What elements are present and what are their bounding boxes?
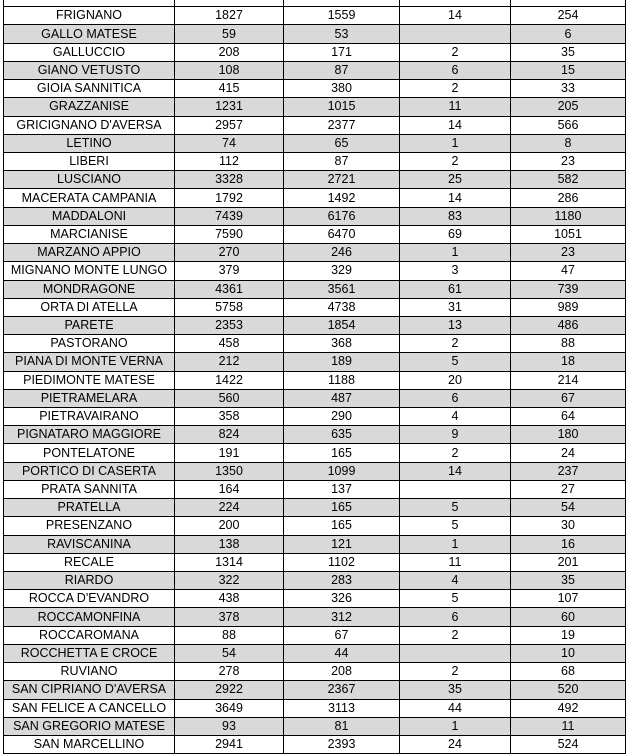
table-row bbox=[4, 80, 626, 98]
col1-cell: 378 bbox=[175, 608, 284, 626]
table-row bbox=[4, 244, 626, 262]
col4-cell: 180 bbox=[511, 426, 626, 444]
col2-cell: 3561 bbox=[284, 280, 400, 298]
table-row-partial bbox=[4, 0, 626, 7]
col2-cell: 6176 bbox=[284, 207, 400, 225]
col2-cell: 1099 bbox=[284, 462, 400, 480]
col3-cell: 2 bbox=[400, 80, 511, 98]
col4-cell: 35 bbox=[511, 43, 626, 61]
col1-cell: 1422 bbox=[175, 371, 284, 389]
comune-cell: PIGNATARO MAGGIORE bbox=[4, 426, 175, 444]
comune-cell: RIARDO bbox=[4, 572, 175, 590]
col2-cell: 208 bbox=[284, 663, 400, 681]
col1-cell: 2941 bbox=[175, 735, 284, 753]
col4-cell: 19 bbox=[511, 626, 626, 644]
col4-cell: 64 bbox=[511, 408, 626, 426]
table-row bbox=[4, 663, 626, 681]
col4-cell: 566 bbox=[511, 116, 626, 134]
col4-cell: 205 bbox=[511, 98, 626, 116]
col1-cell: 2353 bbox=[175, 316, 284, 334]
table-row bbox=[4, 298, 626, 316]
col4-cell: 8 bbox=[511, 134, 626, 152]
table-row bbox=[4, 116, 626, 134]
comune-cell: LIBERI bbox=[4, 152, 175, 170]
col3-cell: 11 bbox=[400, 553, 511, 571]
comune-cell: PIETRAMELARA bbox=[4, 389, 175, 407]
comune-cell: ROCCA D'EVANDRO bbox=[4, 590, 175, 608]
col4-cell: 286 bbox=[511, 189, 626, 207]
col1-cell: 54 bbox=[175, 644, 284, 662]
col2-cell: 6470 bbox=[284, 225, 400, 243]
col3-cell: 6 bbox=[400, 389, 511, 407]
table-row bbox=[4, 608, 626, 626]
col2-cell: 380 bbox=[284, 80, 400, 98]
comune-cell: PIETRAVAIRANO bbox=[4, 408, 175, 426]
col2-cell: 1188 bbox=[284, 371, 400, 389]
col4-cell: 486 bbox=[511, 316, 626, 334]
col1-cell: 212 bbox=[175, 353, 284, 371]
comune-cell: ROCCHETTA E CROCE bbox=[4, 644, 175, 662]
col1-cell: 2922 bbox=[175, 681, 284, 699]
col2-cell: 165 bbox=[284, 444, 400, 462]
col4-cell: 1180 bbox=[511, 207, 626, 225]
comune-cell: PARETE bbox=[4, 316, 175, 334]
col3-cell: 20 bbox=[400, 371, 511, 389]
col2-cell: 165 bbox=[284, 499, 400, 517]
table-row bbox=[4, 535, 626, 553]
col4-cell: 33 bbox=[511, 80, 626, 98]
comune-cell: PORTICO DI CASERTA bbox=[4, 462, 175, 480]
col3-cell: 1 bbox=[400, 244, 511, 262]
comune-cell: MACERATA CAMPANIA bbox=[4, 189, 175, 207]
col3-cell: 1 bbox=[400, 717, 511, 735]
col3-cell: 5 bbox=[400, 590, 511, 608]
col3-cell: 44 bbox=[400, 699, 511, 717]
col4-cell bbox=[511, 0, 626, 7]
comune-cell: RECALE bbox=[4, 553, 175, 571]
col2-cell: 67 bbox=[284, 626, 400, 644]
col4-cell: 524 bbox=[511, 735, 626, 753]
comune-cell: GALLO MATESE bbox=[4, 25, 175, 43]
col1-cell: 138 bbox=[175, 535, 284, 553]
col3-cell: 1 bbox=[400, 134, 511, 152]
col1-cell: 415 bbox=[175, 80, 284, 98]
col3-cell: 14 bbox=[400, 116, 511, 134]
col1-cell: 1231 bbox=[175, 98, 284, 116]
comune-cell: PRATA SANNITA bbox=[4, 480, 175, 498]
col3-cell: 5 bbox=[400, 499, 511, 517]
col4-cell: 67 bbox=[511, 389, 626, 407]
col3-cell: 24 bbox=[400, 735, 511, 753]
col4-cell: 237 bbox=[511, 462, 626, 480]
col3-cell: 4 bbox=[400, 408, 511, 426]
col1-cell: 322 bbox=[175, 572, 284, 590]
table-wrapper bbox=[3, 0, 626, 754]
table-row bbox=[4, 572, 626, 590]
col4-cell: 989 bbox=[511, 298, 626, 316]
comune-cell: FRIGNANO bbox=[4, 7, 175, 25]
table-row bbox=[4, 480, 626, 498]
table-row bbox=[4, 444, 626, 462]
col3-cell: 61 bbox=[400, 280, 511, 298]
col4-cell: 11 bbox=[511, 717, 626, 735]
col2-cell: 137 bbox=[284, 480, 400, 498]
col4-cell: 23 bbox=[511, 152, 626, 170]
col3-cell: 5 bbox=[400, 517, 511, 535]
col4-cell: 739 bbox=[511, 280, 626, 298]
col4-cell: 214 bbox=[511, 371, 626, 389]
col2-cell: 2367 bbox=[284, 681, 400, 699]
col4-cell: 520 bbox=[511, 681, 626, 699]
col2-cell: 4738 bbox=[284, 298, 400, 316]
comune-cell: LUSCIANO bbox=[4, 171, 175, 189]
col3-cell bbox=[400, 25, 511, 43]
col3-cell: 9 bbox=[400, 426, 511, 444]
col3-cell: 1 bbox=[400, 535, 511, 553]
col4-cell: 6 bbox=[511, 25, 626, 43]
col4-cell: 47 bbox=[511, 262, 626, 280]
col2-cell: 246 bbox=[284, 244, 400, 262]
table-row bbox=[4, 517, 626, 535]
col4-cell: 35 bbox=[511, 572, 626, 590]
col2-cell: 312 bbox=[284, 608, 400, 626]
table-row bbox=[4, 152, 626, 170]
comune-cell: MADDALONI bbox=[4, 207, 175, 225]
col4-cell: 15 bbox=[511, 61, 626, 79]
comune-cell: SAN GREGORIO MATESE bbox=[4, 717, 175, 735]
comune-cell: MARCIANISE bbox=[4, 225, 175, 243]
table-row bbox=[4, 590, 626, 608]
col1-cell: 438 bbox=[175, 590, 284, 608]
comune-cell: SAN CIPRIANO D'AVERSA bbox=[4, 681, 175, 699]
col2-cell: 326 bbox=[284, 590, 400, 608]
table-row bbox=[4, 61, 626, 79]
col1-cell: 5758 bbox=[175, 298, 284, 316]
table-row bbox=[4, 699, 626, 717]
col3-cell: 6 bbox=[400, 61, 511, 79]
col4-cell: 60 bbox=[511, 608, 626, 626]
col2-cell: 283 bbox=[284, 572, 400, 590]
col4-cell: 54 bbox=[511, 499, 626, 517]
col2-cell: 87 bbox=[284, 152, 400, 170]
comune-cell: MARZANO APPIO bbox=[4, 244, 175, 262]
col3-cell: 83 bbox=[400, 207, 511, 225]
col2-cell: 165 bbox=[284, 517, 400, 535]
col2-cell: 1102 bbox=[284, 553, 400, 571]
table-row bbox=[4, 280, 626, 298]
col2-cell: 329 bbox=[284, 262, 400, 280]
col4-cell: 27 bbox=[511, 480, 626, 498]
table-row bbox=[4, 553, 626, 571]
col3-cell bbox=[400, 644, 511, 662]
comune-cell: GIANO VETUSTO bbox=[4, 61, 175, 79]
col1-cell: 824 bbox=[175, 426, 284, 444]
col1-cell: 112 bbox=[175, 152, 284, 170]
col3-cell: 2 bbox=[400, 626, 511, 644]
col1-cell: 191 bbox=[175, 444, 284, 462]
col4-cell: 201 bbox=[511, 553, 626, 571]
table-body bbox=[4, 0, 626, 754]
col2-cell: 1854 bbox=[284, 316, 400, 334]
comune-cell: PONTELATONE bbox=[4, 444, 175, 462]
col2-cell: 487 bbox=[284, 389, 400, 407]
col4-cell: 582 bbox=[511, 171, 626, 189]
col1-cell: 379 bbox=[175, 262, 284, 280]
col3-cell: 2 bbox=[400, 444, 511, 462]
col2-cell: 2721 bbox=[284, 171, 400, 189]
table-row bbox=[4, 43, 626, 61]
col3-cell: 14 bbox=[400, 462, 511, 480]
table-row bbox=[4, 717, 626, 735]
table-row bbox=[4, 189, 626, 207]
comune-cell: LETINO bbox=[4, 134, 175, 152]
col2-cell: 53 bbox=[284, 25, 400, 43]
comune-cell: PIANA DI MONTE VERNA bbox=[4, 353, 175, 371]
col1-cell: 2957 bbox=[175, 116, 284, 134]
col1-cell: 88 bbox=[175, 626, 284, 644]
table-row bbox=[4, 316, 626, 334]
col1-cell: 164 bbox=[175, 480, 284, 498]
col2-cell: 1015 bbox=[284, 98, 400, 116]
col3-cell: 5 bbox=[400, 353, 511, 371]
comune-cell: MONDRAGONE bbox=[4, 280, 175, 298]
col4-cell: 492 bbox=[511, 699, 626, 717]
col4-cell: 10 bbox=[511, 644, 626, 662]
col4-cell: 254 bbox=[511, 7, 626, 25]
table-row bbox=[4, 25, 626, 43]
col2-cell: 2377 bbox=[284, 116, 400, 134]
col3-cell: 2 bbox=[400, 152, 511, 170]
col2-cell: 1492 bbox=[284, 189, 400, 207]
table-row bbox=[4, 207, 626, 225]
col1-cell: 3649 bbox=[175, 699, 284, 717]
comune-cell: SAN MARCELLINO bbox=[4, 735, 175, 753]
table-row bbox=[4, 134, 626, 152]
col2-cell bbox=[284, 0, 400, 7]
table-row bbox=[4, 98, 626, 116]
col4-cell: 23 bbox=[511, 244, 626, 262]
col1-cell bbox=[175, 0, 284, 7]
col3-cell: 11 bbox=[400, 98, 511, 116]
col4-cell: 30 bbox=[511, 517, 626, 535]
col1-cell: 59 bbox=[175, 25, 284, 43]
col2-cell: 368 bbox=[284, 335, 400, 353]
table-row bbox=[4, 389, 626, 407]
table-row bbox=[4, 262, 626, 280]
col3-cell: 4 bbox=[400, 572, 511, 590]
comune-cell: GRICIGNANO D'AVERSA bbox=[4, 116, 175, 134]
col1-cell: 358 bbox=[175, 408, 284, 426]
col1-cell: 108 bbox=[175, 61, 284, 79]
col4-cell: 16 bbox=[511, 535, 626, 553]
col3-cell: 35 bbox=[400, 681, 511, 699]
col3-cell: 2 bbox=[400, 43, 511, 61]
table-row bbox=[4, 644, 626, 662]
col2-cell: 87 bbox=[284, 61, 400, 79]
col3-cell bbox=[400, 0, 511, 7]
col1-cell: 1792 bbox=[175, 189, 284, 207]
table-row bbox=[4, 225, 626, 243]
col1-cell: 1314 bbox=[175, 553, 284, 571]
col2-cell: 81 bbox=[284, 717, 400, 735]
col1-cell: 7439 bbox=[175, 207, 284, 225]
col3-cell: 3 bbox=[400, 262, 511, 280]
col2-cell: 121 bbox=[284, 535, 400, 553]
comune-cell: ROCCAROMANA bbox=[4, 626, 175, 644]
col2-cell: 3113 bbox=[284, 699, 400, 717]
col3-cell bbox=[400, 480, 511, 498]
col4-cell: 18 bbox=[511, 353, 626, 371]
comune-cell: ROCCAMONFINA bbox=[4, 608, 175, 626]
col2-cell: 65 bbox=[284, 134, 400, 152]
comune-cell: GALLUCCIO bbox=[4, 43, 175, 61]
col3-cell: 14 bbox=[400, 7, 511, 25]
col1-cell: 458 bbox=[175, 335, 284, 353]
table-row bbox=[4, 371, 626, 389]
table-row bbox=[4, 681, 626, 699]
col4-cell: 24 bbox=[511, 444, 626, 462]
comune-cell: RUVIANO bbox=[4, 663, 175, 681]
col3-cell: 14 bbox=[400, 189, 511, 207]
comune-cell: PIEDIMONTE MATESE bbox=[4, 371, 175, 389]
table-row bbox=[4, 171, 626, 189]
col4-cell: 1051 bbox=[511, 225, 626, 243]
col1-cell: 560 bbox=[175, 389, 284, 407]
comune-cell: GRAZZANISE bbox=[4, 98, 175, 116]
table-row bbox=[4, 426, 626, 444]
col4-cell: 88 bbox=[511, 335, 626, 353]
table-row bbox=[4, 7, 626, 25]
col3-cell: 69 bbox=[400, 225, 511, 243]
comune-cell: RAVISCANINA bbox=[4, 535, 175, 553]
col4-cell: 107 bbox=[511, 590, 626, 608]
comune-cell: PASTORANO bbox=[4, 335, 175, 353]
table-row bbox=[4, 499, 626, 517]
col1-cell: 1350 bbox=[175, 462, 284, 480]
col1-cell: 74 bbox=[175, 134, 284, 152]
col3-cell: 6 bbox=[400, 608, 511, 626]
col1-cell: 1827 bbox=[175, 7, 284, 25]
col2-cell: 44 bbox=[284, 644, 400, 662]
col3-cell: 13 bbox=[400, 316, 511, 334]
col2-cell: 189 bbox=[284, 353, 400, 371]
col4-cell: 68 bbox=[511, 663, 626, 681]
col3-cell: 2 bbox=[400, 335, 511, 353]
comune-cell: MIGNANO MONTE LUNGO bbox=[4, 262, 175, 280]
col1-cell: 270 bbox=[175, 244, 284, 262]
col1-cell: 4361 bbox=[175, 280, 284, 298]
col1-cell: 278 bbox=[175, 663, 284, 681]
col1-cell: 224 bbox=[175, 499, 284, 517]
col3-cell: 31 bbox=[400, 298, 511, 316]
col2-cell: 290 bbox=[284, 408, 400, 426]
comune-cell: ORTA DI ATELLA bbox=[4, 298, 175, 316]
col1-cell: 7590 bbox=[175, 225, 284, 243]
col1-cell: 93 bbox=[175, 717, 284, 735]
comune-cell: PRESENZANO bbox=[4, 517, 175, 535]
col2-cell: 635 bbox=[284, 426, 400, 444]
table-row bbox=[4, 408, 626, 426]
col1-cell: 200 bbox=[175, 517, 284, 535]
comune-cell: SAN FELICE A CANCELLO bbox=[4, 699, 175, 717]
table-row bbox=[4, 462, 626, 480]
col2-cell: 1559 bbox=[284, 7, 400, 25]
table-row bbox=[4, 735, 626, 753]
comune-cell: GIOIA SANNITICA bbox=[4, 80, 175, 98]
table-row bbox=[4, 626, 626, 644]
table-row bbox=[4, 353, 626, 371]
col2-cell: 171 bbox=[284, 43, 400, 61]
col1-cell: 3328 bbox=[175, 171, 284, 189]
comune-cell: PRATELLA bbox=[4, 499, 175, 517]
municipality-table bbox=[3, 0, 626, 754]
col2-cell: 2393 bbox=[284, 735, 400, 753]
col3-cell: 2 bbox=[400, 663, 511, 681]
table-row bbox=[4, 335, 626, 353]
comune-cell bbox=[4, 0, 175, 7]
col1-cell: 208 bbox=[175, 43, 284, 61]
col3-cell: 25 bbox=[400, 171, 511, 189]
